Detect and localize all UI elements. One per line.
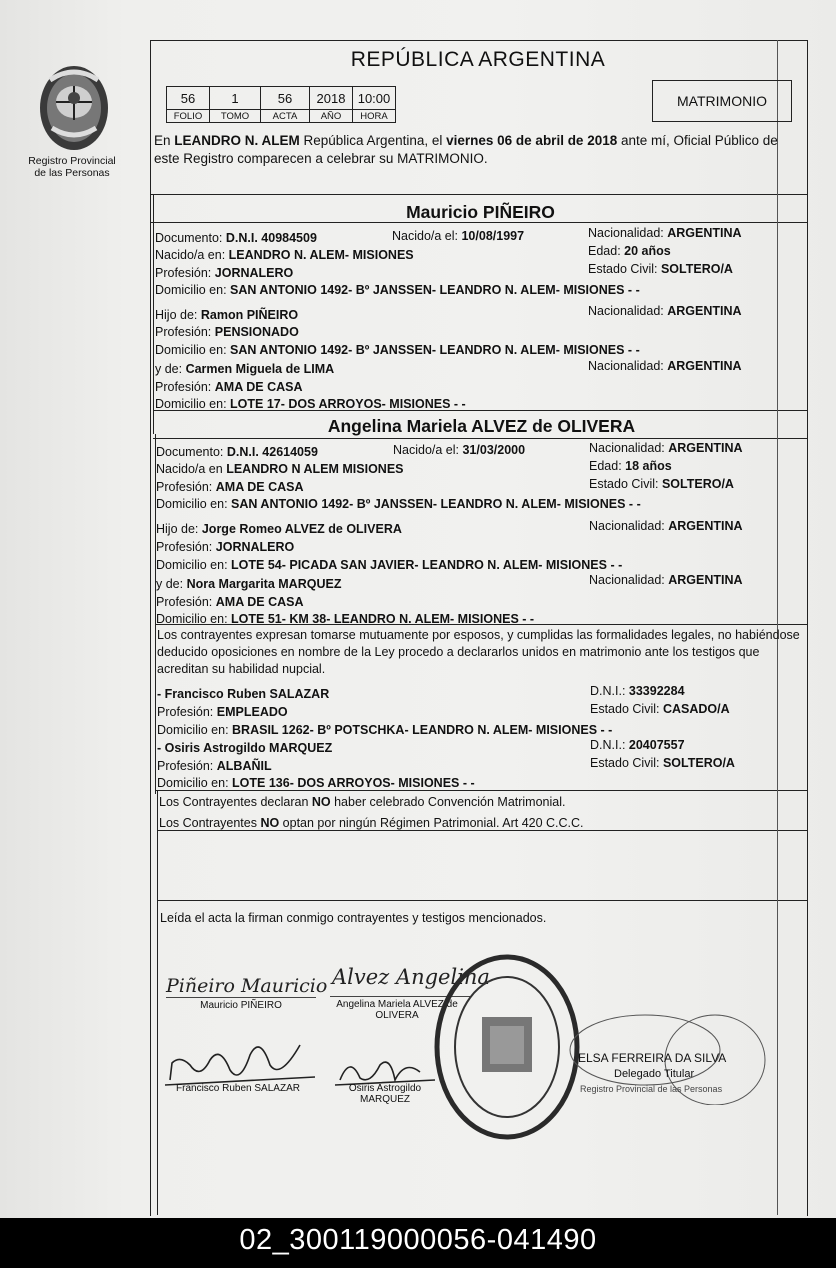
page-title: REPÚBLICA ARGENTINA [350,48,606,71]
witness-1-profession: Profesión: EMPLEADO [157,705,288,719]
witness-2-profession: Profesión: ALBAÑIL [157,759,272,773]
groom-father-profession: Profesión: PENSIONADO [155,325,299,339]
convention-statement: Los Contrayentes declaran NO haber celebrado Convención Matrimonial. [159,795,566,809]
witness-2-address: Domicilio en: LOTE 136- DOS ARROYOS- MISIONES - - [157,776,475,790]
bride-father-profession: Profesión: JORNALERO [156,540,295,554]
registry-label: Registro Provincial de las Personas [28,155,116,179]
bride-mother-nationality: Nacionalidad: ARGENTINA [589,573,743,587]
divider [153,194,154,434]
bride-nationality: Nacionalidad: ARGENTINA [589,441,743,455]
folio-value: 56 [167,87,210,110]
bride-father: Hijo de: Jorge Romeo ALVEZ de OLIVERA [156,522,402,536]
divider [153,438,808,439]
groom-father-nationality: Nacionalidad: ARGENTINA [588,304,742,318]
year-value: 2018 [310,87,353,110]
groom-mother-profession: Profesión: AMA DE CASA [155,380,303,394]
closing-statement: Leída el acta la firman conmigo contrayentes y testigos mencionados. [160,911,547,925]
bride-document: Documento: D.N.I. 42614059 [156,445,318,459]
groom-birthplace: Nacido/a en: LEANDRO N. ALEM- MISIONES [155,248,414,262]
witness-2-signature-label: Osiris Astrogildo MARQUEZ [348,1083,422,1105]
bride-mother: y de: Nora Margarita MARQUEZ [156,577,342,591]
divider [150,194,808,195]
witness-1-dni: D.N.I.: 33392284 [590,684,685,698]
declaration-paragraph: Los contrayentes expresan tomarse mutuamente por esposos, y cumplidas las formalidades legales, no habiéndose deducido oposiciones en nombre de la Ley procedo a declararlos unidos en matrimonio ante los testigos que acreditan su habilidad nupcial. [157,628,800,676]
groom-nationality: Nacionalidad: ARGENTINA [588,226,742,240]
witness-2-name: - Osiris Astrogildo MARQUEZ [157,741,333,755]
groom-signature: Piñeiro Mauricio [166,975,328,997]
footer-code: 02_300119000056-041490 [0,1218,836,1268]
divider [157,790,158,1215]
groom-document: Documento: D.N.I. 40984509 [155,231,317,245]
witness-2-civil-status: Estado Civil: SOLTERO/A [590,756,735,770]
tomo-value: 1 [210,87,261,110]
groom-civil-status: Estado Civil: SOLTERO/A [588,262,733,276]
intro-paragraph: En LEANDRO N. ALEM República Argentina, el viernes 06 de abril de 2018 ante mí, Oficial Público de este Registro comparecen a celebrar su MATRIMONIO. [154,133,778,166]
bride-mother-address: Domicilio en: LOTE 51- KM 38- LEANDRO N. ALEM- MISIONES - - [156,612,535,626]
year-label: AÑO [310,110,353,123]
bride-civil-status: Estado Civil: SOLTERO/A [589,477,734,491]
witness-1-name: - Francisco Ruben SALAZAR [157,687,330,701]
officer-role: Delegado Titular [614,1068,695,1080]
groom-mother-address: Domicilio en: LOTE 17- DOS ARROYOS- MISIONES - - [155,397,466,411]
tomo-label: TOMO [210,110,261,123]
groom-mother: y de: Carmen Miguela de LIMA [155,362,335,376]
groom-birthdate: Nacido/a el: 10/08/1997 [392,229,525,243]
bride-father-address: Domicilio en: LOTE 54- PICADA SAN JAVIER- LEANDRO N. ALEM- MISIONES - - [156,558,623,572]
groom-mother-nationality: Nacionalidad: ARGENTINA [588,359,742,373]
divider [157,900,808,901]
bride-father-nationality: Nacionalidad: ARGENTINA [589,519,743,533]
signature-line [166,997,316,998]
hour-label: HORA [353,110,396,123]
hour-value: 10:00 [353,87,396,110]
folio-label: FOLIO [167,110,210,123]
acta-value: 56 [261,87,310,110]
bride-birthdate: Nacido/a el: 31/03/2000 [393,443,526,457]
groom-address: Domicilio en: SAN ANTONIO 1492- Bº JANSSEN- LEANDRO N. ALEM- MISIONES - - [155,283,640,297]
officer-office: Registro Provincial de las Personas [580,1084,723,1094]
record-meta-table [166,86,396,123]
bride-age: Edad: 18 años [589,459,672,473]
patrimonial-regime-statement: Los Contrayentes NO optan por ningún Régimen Patrimonial. Art 420 C.C.C. [159,816,584,830]
groom-father: Hijo de: Ramon PIÑEIRO [155,308,299,322]
bride-signature-label: Angelina Mariela ALVEZ de OLIVERA [336,999,458,1021]
officer-name: ELSA FERREIRA DA SILVA [578,1051,727,1065]
groom-name: Mauricio PIÑEIRO [406,202,555,222]
groom-father-address: Domicilio en: SAN ANTONIO 1492- Bº JANSSEN- LEANDRO N. ALEM- MISIONES - - [155,343,640,357]
official-seal-icon [432,952,582,1142]
misiones-coat-of-arms-icon [34,62,114,154]
witness-1-address: Domicilio en: BRASIL 1262- Bº POTSCHKA- LEANDRO N. ALEM- MISIONES - - [157,723,613,737]
bride-address: Domicilio en: SAN ANTONIO 1492- Bº JANSSEN- LEANDRO N. ALEM- MISIONES - - [156,497,641,511]
bride-name: Angelina Mariela ALVEZ de OLIVERA [327,416,636,436]
witness-1-signature-label: Francisco Ruben SALAZAR [176,1083,300,1094]
bride-mother-profession: Profesión: AMA DE CASA [156,595,304,609]
record-type-box: MATRIMONIO [652,80,792,122]
groom-profession: Profesión: JORNALERO [155,266,294,280]
bride-profession: Profesión: AMA DE CASA [156,480,304,494]
witness-2-dni: D.N.I.: 20407557 [590,738,685,752]
acta-label: ACTA [261,110,310,123]
bride-birthplace: Nacido/a en LEANDRO N ALEM MISIONES [156,462,404,476]
witness-1-civil-status: Estado Civil: CASADO/A [590,702,730,716]
bride-signature: Alvez Angelina [332,965,490,989]
groom-age: Edad: 20 años [588,244,671,258]
groom-signature-label: Mauricio PIÑEIRO [200,1000,282,1011]
